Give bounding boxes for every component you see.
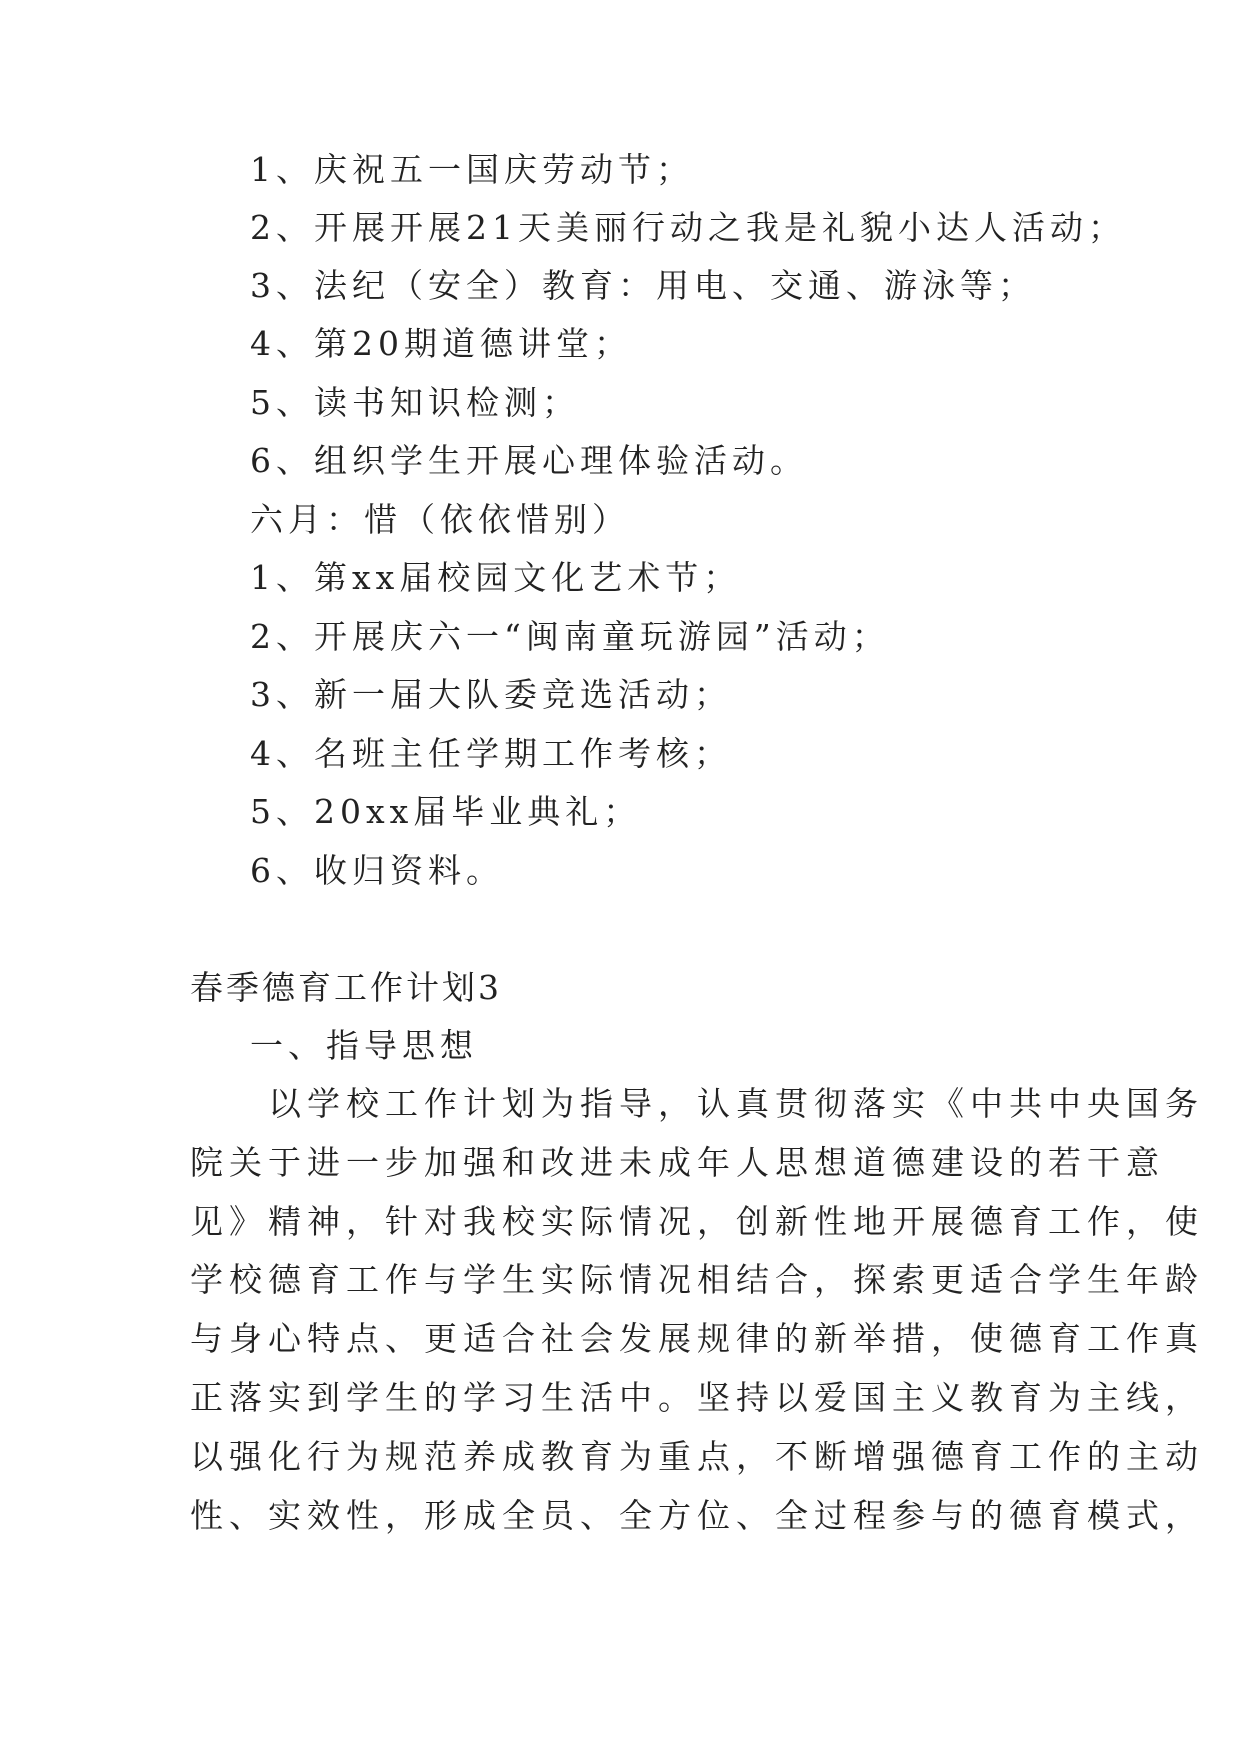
june-item-6: 6、收归资料。 [250, 851, 504, 890]
paragraph-line: 院关于进一步加强和改进未成年人思想道德建设的若干意 [190, 1142, 1165, 1182]
paragraph-line: 以强化行为规范养成教育为重点，不断增强德育工作的主动 [190, 1436, 1204, 1476]
guiding-ideology-paragraph [190, 1075, 1204, 1545]
paragraph-line: 学校德育工作与学生实际情况相结合，探索更适合学生年龄 [190, 1260, 1204, 1300]
june-item-4: 4、名班主任学期工作考核； [250, 734, 732, 773]
june-item-3: 3、新一届大队委竞选活动； [250, 675, 732, 714]
paragraph-line: 正落实到学生的学习生活中。坚持以爱国主义教育为主线， [190, 1377, 1204, 1417]
june-item-1: 1、第xx届校园文化艺术节； [250, 558, 742, 597]
may-item-2: 2、开展开展21天美丽行动之我是礼貌小达人活动； [250, 208, 1126, 247]
may-item-1: 1、庆祝五一国庆劳动节； [250, 150, 694, 189]
june-item-2: 2、开展庆六一“闽南童玩游园”活动； [250, 617, 890, 656]
may-item-3: 3、法纪（安全）教育：用电、交通、游泳等； [250, 266, 1036, 305]
paragraph-line: 以学校工作计划为指导，认真贯彻落实《中共中央国务 [190, 1084, 1204, 1123]
section-title: 春季德育工作计划3 [190, 968, 502, 1007]
may-item-6: 6、组织学生开展心理体验活动。 [250, 441, 808, 480]
may-item-4: 4、第20期道德讲堂； [250, 324, 632, 363]
paragraph-line: 性、实效性，形成全员、全方位、全过程参与的德育模式， [190, 1495, 1204, 1535]
subheading-guiding-ideology: 一、指导思想 [250, 1026, 478, 1065]
paragraph-line: 与身心特点、更适合社会发展规律的新举措，使德育工作真 [190, 1319, 1204, 1359]
paragraph-line: 见》精神，针对我校实际情况，创新性地开展德育工作，使 [190, 1201, 1204, 1241]
may-item-5: 5、读书知识检测； [250, 383, 580, 422]
june-heading: 六月：惜（依依惜别） [250, 500, 630, 539]
june-item-5: 5、20xx届毕业典礼； [250, 792, 642, 831]
